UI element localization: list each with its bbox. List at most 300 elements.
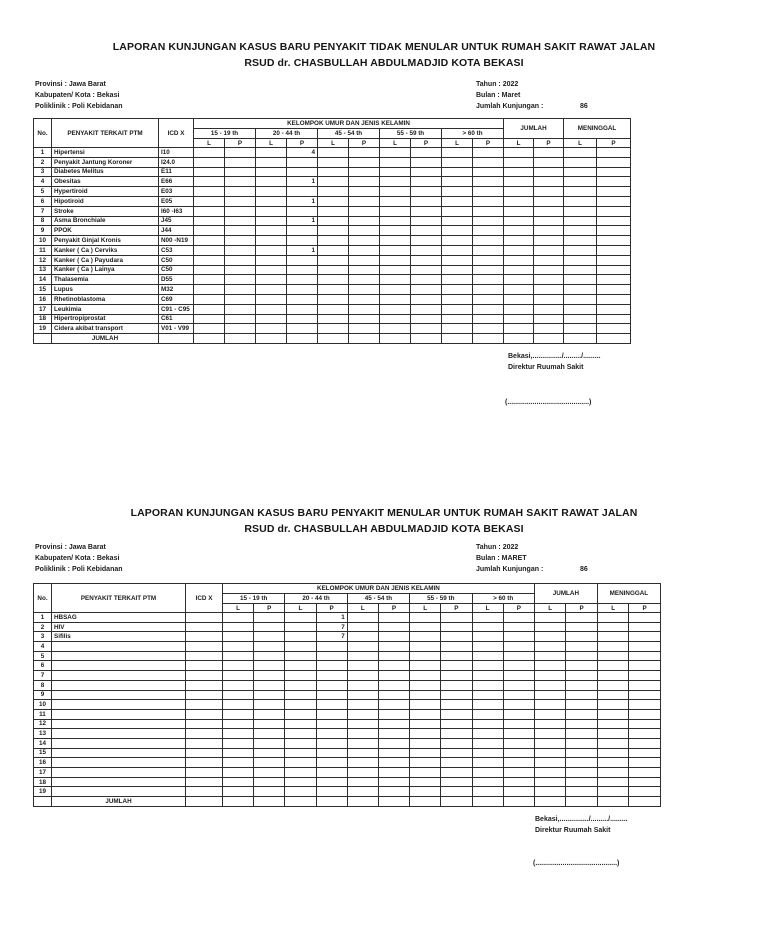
cell-count-value [472,680,503,690]
col-header-icd: ICD X [186,584,223,613]
cell-count-value [597,226,631,236]
table-row [34,709,661,719]
cell-count-value [349,324,380,334]
cell-icd-code: C69 [159,294,194,304]
table-row [34,719,661,729]
cell-count-value [318,236,349,246]
cell-count-value [504,334,534,344]
cell-count-value [380,245,411,255]
cell-count-value [316,729,347,739]
cell-count-value [254,709,285,719]
cell-count-value [411,216,442,226]
cell-disease-name: Rhetinoblastoma [52,294,159,304]
cell-count-value [566,690,598,700]
cell-count-value [349,236,380,246]
cell-disease-name: Obesitas [52,177,159,187]
cell-count-value: 1 [287,177,318,187]
cell-icd-code: C50 [159,255,194,265]
cell-count-value [287,255,318,265]
cell-count-value [254,622,285,632]
cell-count-value [411,177,442,187]
cell-count-value [504,226,534,236]
cell-icd-code: E05 [159,196,194,206]
cell-count-value [410,729,441,739]
cell-count-value [285,613,316,623]
cell-disease-name: Cidera akibat transport [52,324,159,334]
cell-count-value [473,196,504,206]
cell-count-value [597,680,629,690]
cell-count-value [194,196,225,206]
cell-count-value [534,196,564,206]
cell-disease-name: Asma Bronchiale [52,216,159,226]
cell-count-value [411,196,442,206]
info-poliklinik: Poliklinik : Poli Kebidanan [35,103,123,110]
table-row [34,690,661,700]
cell-count-value [534,690,566,700]
cell-no: 19 [34,324,52,334]
cell-count-value [318,314,349,324]
age-group-header: 15 - 19 th [223,594,285,604]
cell-count-value [318,177,349,187]
cell-disease-name [52,777,186,787]
cell-count-value [410,651,441,661]
cell-count-value [534,700,566,710]
sex-header-l: L [285,604,316,613]
cell-no: 9 [34,226,52,236]
cell-count-value [380,265,411,275]
cell-no: 6 [34,196,52,206]
cell-count-value [442,196,473,206]
table-row [34,729,661,739]
cell-count-value [254,642,285,652]
header-row-group [34,119,631,129]
cell-count-value [504,216,534,226]
cell-count-value [441,768,472,778]
cell-disease-name: Lupus [52,285,159,295]
cell-count-value [473,206,504,216]
cell-count-value [316,787,347,797]
sex-header-l: L [347,604,378,613]
cell-no: 3 [34,167,52,177]
cell-count-value [504,167,534,177]
cell-count-value [472,758,503,768]
cell-count-value [254,738,285,748]
cell-count-value [256,245,287,255]
cell-count-value [223,729,254,739]
cell-count-value [254,748,285,758]
cell-count-value [597,236,631,246]
col-header-jumlah: JUMLAH [504,119,564,139]
cell-count-value [442,314,473,324]
cell-count-value [223,661,254,671]
cell-icd-code: C91 - C95 [159,304,194,314]
cell-count-value [285,709,316,719]
info-provinsi: Provinsi : Jawa Barat [35,81,106,88]
cell-count-value [225,285,256,295]
cell-count-value [534,226,564,236]
cell-count-value [287,294,318,304]
info-poliklinik: Poliklinik : Poli Kebidanan [35,566,123,573]
cell-count-value [318,167,349,177]
cell-count-value [223,622,254,632]
cell-count-value [597,797,629,807]
cell-count-value [566,661,598,671]
cell-count-value [223,787,254,797]
cell-count-value [597,324,631,334]
table-row [34,777,661,787]
cell-count-value [503,622,534,632]
cell-count-value [380,196,411,206]
cell-count-value [225,196,256,206]
cell-count-value [534,148,564,158]
cell-count-value [504,148,534,158]
cell-count-value [316,719,347,729]
cell-count-value [629,738,661,748]
cell-no: 2 [34,622,52,632]
cell-count-value [225,275,256,285]
cell-count-value [347,690,378,700]
section2-signature-block [535,814,628,836]
cell-icd-code: D55 [159,275,194,285]
cell-icd-code [186,729,223,739]
cell-count-value: 1 [287,196,318,206]
cell-count-value [349,167,380,177]
age-group-header: 15 - 19 th [194,129,256,139]
cell-count-value [503,797,534,807]
table-row [34,206,631,216]
cell-count-value [378,768,409,778]
cell-disease-name [52,709,186,719]
cell-count-value [534,622,566,632]
table-row [34,671,661,681]
cell-icd-code [186,661,223,671]
sex-header-p: P [441,604,472,613]
cell-count-value [223,797,254,807]
cell-count-value [194,265,225,275]
cell-count-value [349,265,380,275]
cell-count-value [378,651,409,661]
cell-count-value [225,236,256,246]
cell-count-value [503,690,534,700]
cell-count-value [597,255,631,265]
sex-header-l: L [410,604,441,613]
cell-total-label: JUMLAH [52,334,159,344]
cell-count-value [503,709,534,719]
cell-count-value [410,700,441,710]
cell-disease-name: Penyakit Ginjal Kronis [52,236,159,246]
cell-count-value [194,148,225,158]
cell-count-value [349,196,380,206]
ptm-table-header [34,119,631,148]
cell-count-value [597,738,629,748]
cell-count-value [316,700,347,710]
cell-icd-code [186,748,223,758]
cell-no: 14 [34,275,52,285]
cell-count-value [597,285,631,295]
cell-count-value [254,680,285,690]
cell-count-value [287,226,318,236]
cell-count-value [504,265,534,275]
cell-count-value [503,787,534,797]
cell-count-value [534,748,566,758]
sex-header-l: L [442,139,473,148]
sex-header-p: P [473,139,504,148]
cell-count-value [410,709,441,719]
cell-count-value [380,275,411,285]
cell-no: 15 [34,285,52,295]
cell-count-value [287,304,318,314]
cell-count-value [225,216,256,226]
cell-disease-name [52,719,186,729]
cell-count-value [194,285,225,295]
cell-count-value [564,187,597,197]
cell-count-value [410,622,441,632]
cell-count-value [566,768,598,778]
cell-count-value [442,265,473,275]
cell-count-value [534,758,566,768]
cell-count-value [223,777,254,787]
cell-icd-code: I60 -I63 [159,206,194,216]
cell-count-value [318,206,349,216]
col-header-kelompok-umur: KELOMPOK UMUR DAN JENIS KELAMIN [194,119,504,129]
cell-count-value [410,642,441,652]
age-group-header: 55 - 59 th [410,594,472,604]
cell-count-value [534,275,564,285]
cell-count-value [411,226,442,236]
info-bulan: Bulan : Maret [476,92,521,99]
cell-count-value [473,324,504,334]
cell-count-value [534,314,564,324]
cell-count-value [534,651,566,661]
cell-disease-name [52,642,186,652]
cell-count-value [318,245,349,255]
cell-count-value [378,680,409,690]
table-row [34,680,661,690]
cell-count-value [534,787,566,797]
signature-place-date: Bekasi,.............../........./......... [508,353,601,360]
cell-count-value [473,275,504,285]
cell-count-value [256,157,287,167]
cell-count-value [254,777,285,787]
table-row [34,216,631,226]
cell-count-value [597,304,631,314]
cell-disease-name: Kanker ( Ca ) Lainya [52,265,159,275]
info-kunjungan-label: Jumlah Kunjungan : [476,566,544,573]
cell-icd-code [186,758,223,768]
cell-count-value [285,680,316,690]
cell-count-value [534,236,564,246]
cell-disease-name [52,651,186,661]
cell-count-value [597,642,629,652]
cell-count-value [629,622,661,632]
cell-count-value [347,613,378,623]
cell-no: 14 [34,738,52,748]
cell-count-value [472,797,503,807]
cell-count-value [503,661,534,671]
sex-header-l: L [564,139,597,148]
cell-count-value [566,700,598,710]
cell-count-value [534,709,566,719]
cell-count-value [442,236,473,246]
cell-count-value [597,768,629,778]
cell-count-value [349,314,380,324]
cell-count-value [473,148,504,158]
cell-count-value [256,275,287,285]
cell-count-value [629,758,661,768]
cell-count-value [285,651,316,661]
col-header-meninggal: MENINGGAL [597,584,660,604]
cell-count-value [411,314,442,324]
sex-header-p: P [349,139,380,148]
cell-count-value [318,148,349,158]
cell-no: 17 [34,768,52,778]
cell-no: 1 [34,148,52,158]
table-row [34,285,631,295]
cell-count-value: 4 [287,148,318,158]
cell-count-value [223,738,254,748]
cell-count-value [442,304,473,314]
cell-count-value [534,285,564,295]
col-header-penyakit: PENYAKIT TERKAIT PTM [52,119,159,148]
cell-count-value [534,216,564,226]
cell-count-value [256,148,287,158]
table-row [34,700,661,710]
cell-count-value [347,642,378,652]
cell-count-value [411,324,442,334]
cell-disease-name [52,729,186,739]
cell-no: 12 [34,719,52,729]
cell-icd-code: E66 [159,177,194,187]
cell-count-value [316,738,347,748]
cell-count-value [564,236,597,246]
cell-count-value [472,709,503,719]
info-tahun: Tahun : 2022 [476,81,519,88]
cell-count-value [473,304,504,314]
cell-icd-code [186,671,223,681]
section1-signature-name-line: (..........................................) [505,399,592,406]
cell-count-value [597,177,631,187]
cell-count-value [503,671,534,681]
sex-header-l: L [223,604,254,613]
col-header-penyakit: PENYAKIT TERKAIT PTM [52,584,186,613]
cell-count-value [503,651,534,661]
cell-count-value [256,304,287,314]
table-row [34,255,631,265]
cell-count-value [410,777,441,787]
cell-icd-code: J44 [159,226,194,236]
cell-count-value [411,157,442,167]
cell-count-value [287,275,318,285]
table-row [34,265,631,275]
cell-count-value [225,324,256,334]
cell-icd-code [186,613,223,623]
cell-count-value [380,187,411,197]
cell-count-value [256,187,287,197]
cell-count-value [441,709,472,719]
cell-count-value [285,661,316,671]
cell-no: 16 [34,294,52,304]
cell-count-value [564,304,597,314]
cell-count-value [503,632,534,642]
cell-disease-name: Kanker ( Ca ) Payudara [52,255,159,265]
cell-count-value [442,324,473,334]
cell-count-value [597,613,629,623]
cell-count-value [411,167,442,177]
menular-table-header [34,584,661,613]
cell-count-value [503,680,534,690]
cell-no: 5 [34,651,52,661]
cell-no: 15 [34,748,52,758]
cell-count-value [597,187,631,197]
cell-count-value [410,748,441,758]
cell-disease-name [52,700,186,710]
cell-count-value [254,719,285,729]
cell-count-value [597,196,631,206]
table-row [34,661,661,671]
cell-count-value [256,196,287,206]
cell-count-value [472,613,503,623]
cell-count-value [287,167,318,177]
cell-count-value [534,177,564,187]
cell-count-value [194,167,225,177]
cell-count-value [225,245,256,255]
cell-count-value [349,226,380,236]
cell-count-value [597,748,629,758]
table-row [34,642,661,652]
cell-count-value [597,334,631,344]
cell-disease-name [52,758,186,768]
cell-count-value [441,642,472,652]
cell-count-value [442,157,473,167]
cell-count-value [223,700,254,710]
cell-count-value [256,226,287,236]
cell-count-value [285,787,316,797]
cell-no [34,334,52,344]
section1-title-line1: LAPORAN KUNJUNGAN KASUS BARU PENYAKIT TIDAK MENULAR UNTUK RUMAH SAKIT RAWAT JALAN [112,41,656,53]
cell-count-value [504,255,534,265]
cell-count-value [254,758,285,768]
cell-count-value [349,304,380,314]
cell-count-value [566,709,598,719]
cell-count-value [472,729,503,739]
cell-count-value [347,758,378,768]
col-header-kelompok-umur: KELOMPOK UMUR DAN JENIS KELAMIN [223,584,535,594]
cell-no [34,797,52,807]
cell-count-value [316,709,347,719]
cell-count-value [285,700,316,710]
cell-count-value [629,729,661,739]
cell-count-value [503,768,534,778]
cell-no: 8 [34,216,52,226]
cell-count-value [629,632,661,642]
cell-count-value [410,632,441,642]
cell-disease-name [52,738,186,748]
cell-count-value [566,632,598,642]
col-header-meninggal: MENINGGAL [564,119,631,139]
cell-count-value [378,690,409,700]
cell-icd-code [159,334,194,344]
table-row [34,245,631,255]
cell-count-value [347,729,378,739]
cell-count-value [223,690,254,700]
cell-count-value [534,304,564,314]
cell-count-value [472,642,503,652]
cell-count-value [473,187,504,197]
cell-count-value [285,777,316,787]
cell-count-value [534,294,564,304]
cell-count-value [410,613,441,623]
cell-icd-code [186,719,223,729]
